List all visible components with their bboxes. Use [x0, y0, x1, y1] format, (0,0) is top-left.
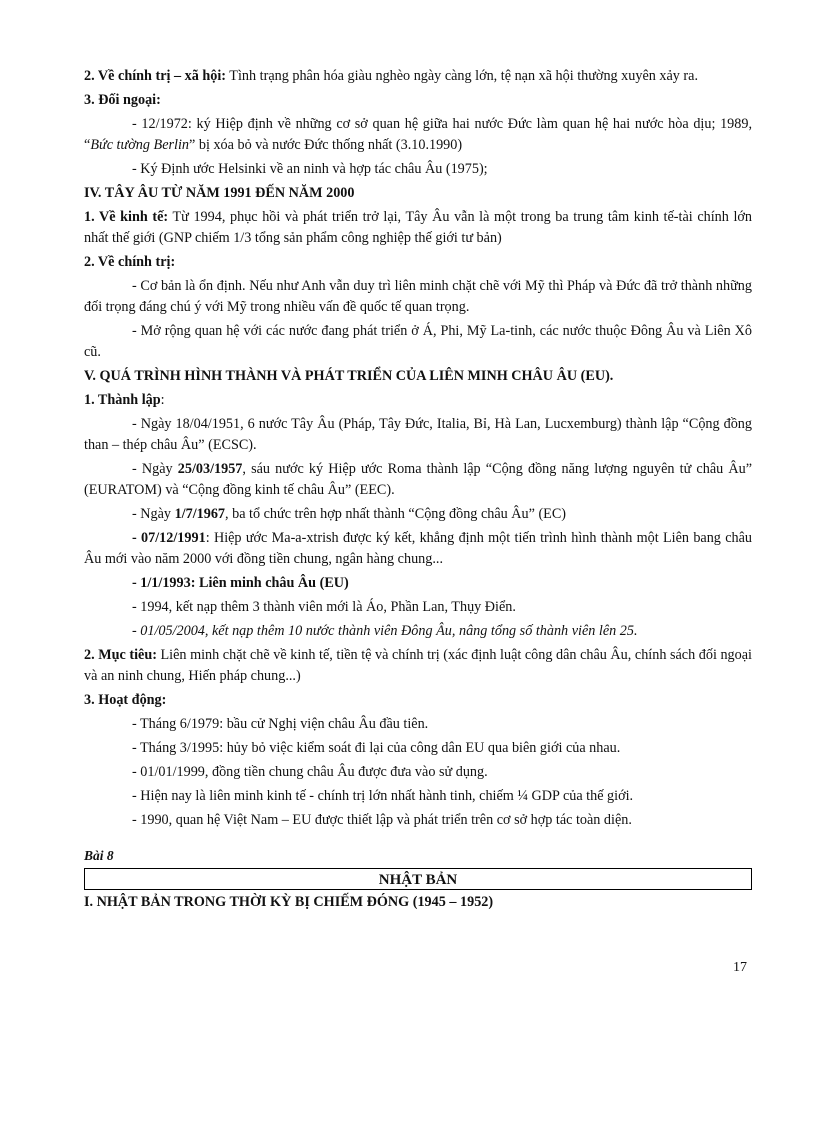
- bold-date: - 07/12/1991: [132, 530, 206, 546]
- paragraph-1951: - Ngày 18/04/1951, 6 nước Tây Âu (Pháp, Tây Đức, Italia, Bỉ, Hà Lan, Lucxemburg) thành lập “Cộng đồng than – thép châu Âu” (ECSC).: [84, 416, 752, 453]
- label: 1. Thành lập: [84, 392, 161, 408]
- paragraph-1993: - 1/1/1993: Liên minh châu Âu (EU): [132, 575, 349, 591]
- paragraph-1967: [84, 504, 752, 525]
- text: Tình trạng phân hóa giàu nghèo ngày càng lớn, tệ nạn xã hội thường xuyên xảy ra.: [226, 68, 698, 84]
- label: 1. Về kinh tế:: [84, 209, 169, 225]
- lesson-title-box: NHẬT BẢN: [84, 868, 752, 890]
- heading-politics: 2. Về chính trị:: [84, 254, 176, 270]
- paragraph-gdp: - Hiện nay là liên minh kinh tế - chính trị lớn nhất hành tinh, chiếm ¼ GDP của thế giới.: [132, 788, 634, 804]
- heading-founding: [84, 390, 752, 411]
- lesson-label: Bài 8: [84, 848, 114, 863]
- page-number: 17: [733, 960, 747, 975]
- heading-activities: 3. Hoạt động:: [84, 692, 167, 708]
- text: ” bị xóa bỏ và nước Đức thống nhất (3.10.1990): [189, 137, 463, 153]
- paragraph-1999: - 01/01/1999, đồng tiền chung châu Âu được đưa vào sử dụng.: [132, 764, 488, 780]
- paragraph-1994: - 1994, kết nạp thêm 3 thành viên mới là Áo, Phần Lan, Thụy Điển.: [132, 599, 516, 615]
- paragraph-1972: [84, 114, 752, 156]
- bold-date: 25/03/1957: [177, 461, 243, 477]
- text: - Ngày: [132, 506, 175, 522]
- paragraph-stable: - Cơ bản là ổn định. Nếu như Anh vẫn duy trì liên minh chặt chẽ với Mỹ thì Pháp và Đức đã trở thành những đối trọng đáng chú ý với Mỹ trong nhiều vấn đề quốc tế quan trọng.: [84, 278, 752, 315]
- document-body: [84, 66, 752, 916]
- paragraph-goals: [84, 645, 752, 687]
- paragraph-1995: - Tháng 3/1995: hủy bỏ việc kiểm soát đi lại của công dân EU qua biên giới của nhau.: [132, 740, 621, 756]
- label: 2. Về chính trị – xã hội:: [84, 68, 227, 84]
- paragraph-2004: - 01/05/2004, kết nạp thêm 10 nước thành viên Đông Âu, nâng tổng số thành viên lên 25.: [132, 623, 638, 639]
- section-heading-japan-i: I. NHẬT BẢN TRONG THỜI KỲ BỊ CHIẾM ĐÓNG (1945 – 1952): [84, 894, 494, 910]
- text: Liên minh chặt chẽ về kinh tế, tiền tệ và chính trị (xác định luật công dân châu Âu, chính sách đối ngoại và an ninh chung, Hiến pháp chung...): [84, 647, 752, 684]
- heading-foreign-affairs: 3. Đối ngoại:: [84, 92, 161, 108]
- text: , sáu nước ký Hiệp ước Roma thành lập “Cộng đồng năng lượng nguyên tử châu Âu” (EURATOM) và “Cộng đồng kinh tế châu Âu” (EEC).: [84, 461, 752, 498]
- paragraph-economy: [84, 207, 752, 249]
- italic-text: Bức tường Berlin: [90, 137, 190, 153]
- text: - Ngày: [132, 461, 178, 477]
- section-heading-v: V. QUÁ TRÌNH HÌNH THÀNH VÀ PHÁT TRIỂN CỦA LIÊN MINH CHÂU ÂU (EU).: [84, 368, 614, 384]
- text: , ba tổ chức trên hợp nhất thành “Cộng đồng châu Âu” (EC): [225, 506, 567, 522]
- paragraph-1979: - Tháng 6/1979: bầu cử Nghị viện châu Âu đầu tiên.: [132, 716, 429, 732]
- text: - 12/1972: ký Hiệp định về những cơ sở quan hệ giữa hai nước Đức làm quan hệ hai nước hòa dịu; 1989, “: [84, 116, 752, 153]
- section-heading-iv: IV. TÂY ÂU TỪ NĂM 1991 ĐẾN NĂM 2000: [84, 185, 355, 201]
- paragraph-vietnam-eu: - 1990, quan hệ Việt Nam – EU được thiết lập và phát triển trên cơ sở hợp tác toàn diện.: [132, 812, 632, 828]
- paragraph-1957: [84, 459, 752, 501]
- text: Từ 1994, phục hồi và phát triển trở lại, Tây Âu vẫn là một trong ba trung tâm kinh tế-tài chính lớn nhất thế giới (GNP chiếm 1/3 tổng sản phẩm công nghiệp thế giới tư bản): [84, 209, 752, 246]
- paragraph-1991: [84, 528, 752, 570]
- text: : Hiệp ước Ma-a-xtrish được ký kết, khẳng định một tiến trình hình thành một Liên bang châu Âu mới vào năm 2000 với đồng tiền chung, ngân hàng chung...: [84, 530, 753, 567]
- paragraph-relations: - Mở rộng quan hệ với các nước đang phát triển ở Á, Phi, Mỹ La-tinh, các nước thuộc Đông Âu và Liên Xô cũ.: [84, 323, 752, 360]
- text: :: [160, 392, 165, 408]
- label: 2. Mục tiêu:: [84, 647, 157, 663]
- paragraph-politics-society: [84, 66, 752, 87]
- paragraph-helsinki: - Ký Định ước Helsinki về an ninh và hợp tác châu Âu (1975);: [132, 161, 488, 177]
- bold-date: 1/7/1967: [174, 506, 226, 522]
